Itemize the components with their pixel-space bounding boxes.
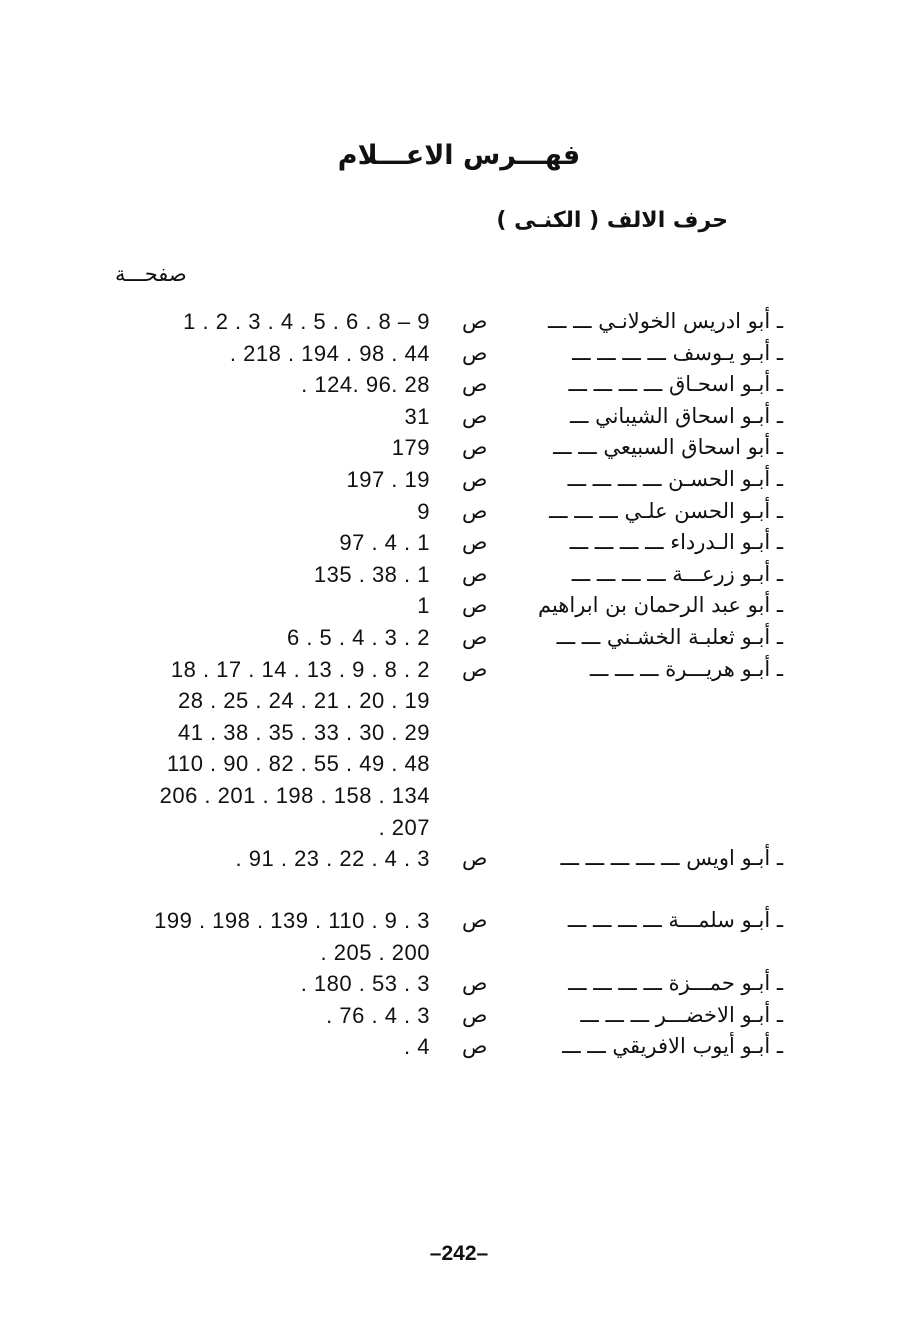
- entry-pages: . 207: [378, 814, 430, 840]
- page-abbrev: ص: [462, 466, 488, 491]
- entry-name: ـ أبـو زرعـــة ـــ ـــ ـــ ـــ: [571, 561, 783, 586]
- entry-pages: 28 . 25 . 24 . 21 . 20 . 19: [177, 688, 430, 714]
- index-entry: [0, 496, 918, 528]
- entry-pages: . 124. 96. 28: [301, 372, 430, 398]
- page-abbrev: ص: [462, 624, 488, 649]
- index-entry: [0, 1031, 918, 1063]
- page-abbrev: ص: [462, 561, 488, 586]
- entry-name: ـ أبو اسحاق السبيعي ـــ ـــ: [553, 435, 783, 460]
- entry-pages: 135 . 38 . 1: [313, 561, 430, 587]
- entry-name: ـ أبو عبد الرحمان بن ابراهيم: [537, 593, 783, 618]
- page-abbrev: ص: [462, 309, 488, 333]
- entry-pages: 18 . 17 . 14 . 13 . 9 . 8 . 2: [170, 656, 430, 682]
- entry-pages: 1 . 2 . 3 . 4 . 5 . 6 . 8 – 9: [183, 309, 430, 334]
- entry-pages: 110 . 90 . 82 . 55 . 49 . 48: [166, 751, 430, 777]
- page-abbrev: ص: [462, 971, 488, 996]
- page-abbrev: ص: [462, 846, 488, 871]
- page-abbrev: ص: [462, 1034, 488, 1059]
- index-entry-continuation: [0, 748, 918, 780]
- entry-pages: . 76 . 4 . 3: [326, 1002, 430, 1028]
- index-entry: [0, 590, 918, 622]
- entry-name: ـ أبو ادريس الخولانـي ـــ ـــ: [547, 309, 783, 333]
- entry-pages: . 180 . 53 . 3: [300, 971, 430, 997]
- index-entry: [0, 527, 918, 559]
- index-entry: [0, 968, 918, 1000]
- entry-name: ـ أبـو ثعلبـة الخشـني ـــ ـــ: [556, 624, 783, 649]
- entry-pages: 1: [417, 593, 430, 619]
- index-entry-continuation: [0, 717, 918, 749]
- index-entry: [0, 401, 918, 433]
- index-entry: [0, 905, 918, 937]
- entry-pages: . 4: [404, 1034, 430, 1060]
- index-entry-continuation: [0, 937, 918, 969]
- index-entry-continuation: [0, 685, 918, 717]
- entry-pages: 9: [417, 498, 430, 524]
- entry-pages: 97 . 4 . 1: [339, 530, 430, 556]
- page-abbrev: ص: [462, 372, 488, 397]
- index-entries: [0, 306, 918, 1063]
- index-entry: [0, 1000, 918, 1032]
- entry-name: ـ أبـو اسحاق الشيباني ـــ: [569, 403, 783, 428]
- page-abbrev: ص: [462, 403, 488, 428]
- entry-name: ـ أبـو سلمـــة ـــ ـــ ـــ ـــ: [567, 907, 783, 932]
- entry-pages: 179: [391, 435, 430, 461]
- page-abbrev: ص: [462, 435, 488, 460]
- page-abbrev: ص: [462, 593, 488, 618]
- page-abbrev: ص: [462, 530, 488, 555]
- entry-pages: 6 . 5 . 4 . 3 . 2: [286, 624, 430, 650]
- page-abbrev: ص: [462, 907, 488, 932]
- entry-name: ـ أبـو الحسن علـي ـــ ـــ ـــ: [549, 498, 783, 523]
- entry-pages: . 218 . 194 . 98 . 44: [229, 340, 430, 366]
- entry-name: ـ أبـو حمـــزة ـــ ـــ ـــ ـــ: [568, 971, 783, 996]
- index-entry: [0, 559, 918, 591]
- page-number: –242–: [429, 1242, 489, 1265]
- entry-pages: 31: [404, 403, 430, 429]
- entry-name: ـ أبـو اسحـاق ـــ ـــ ـــ ـــ: [568, 372, 783, 397]
- page-abbrev: ص: [462, 656, 488, 681]
- entry-pages: . 205 . 200: [320, 939, 430, 965]
- entry-name: ـ أبـو الحسـن ـــ ـــ ـــ ـــ: [567, 466, 783, 491]
- entry-pages: 206 . 201 . 198 . 158 . 134: [159, 782, 430, 808]
- page-title: فهـــرس الاعـــلام: [337, 140, 581, 171]
- index-entry: [0, 622, 918, 654]
- page-abbrev: ص: [462, 1002, 488, 1027]
- page-abbrev: ص: [462, 498, 488, 523]
- index-entry-continuation: [0, 780, 918, 812]
- entry-name: ـ أبـو أيوب الافريقي ـــ ـــ: [562, 1034, 783, 1059]
- entry-name: ـ أبـو اويس ـــ ـــ ـــ ـــ ـــ: [560, 846, 783, 871]
- entry-name: ـ أبـو هريـــرة ـــ ـــ ـــ: [589, 656, 783, 681]
- index-entry: [0, 338, 918, 370]
- entry-pages: 41 . 38 . 35 . 33 . 30 . 29: [177, 719, 430, 745]
- index-entry: [0, 306, 918, 338]
- entry-name: ـ أبـو الاخضـــر ـــ ـــ ـــ: [580, 1002, 783, 1027]
- entry-pages: 199 . 198 . 139 . 110 . 9 . 3: [154, 907, 430, 933]
- entry-pages: 197 . 19: [346, 466, 430, 492]
- index-entry: [0, 432, 918, 464]
- entry-name: ـ أبـو يـوسف ـــ ـــ ـــ ـــ: [572, 340, 783, 365]
- entry-name: ـ أبـو الـدرداء ـــ ـــ ـــ ـــ: [569, 530, 783, 555]
- index-entry: [0, 843, 918, 875]
- page-abbrev: ص: [462, 340, 488, 365]
- index-entry-continuation: [0, 812, 918, 844]
- entry-pages: . 91 . 23 . 22 . 4 . 3: [235, 846, 430, 872]
- index-entry: [0, 654, 918, 686]
- section-heading: حرف الالف ( الكنـى ): [496, 208, 728, 233]
- index-entry: [0, 464, 918, 496]
- index-entry: [0, 369, 918, 401]
- page-column-label: صفحـــة: [115, 262, 187, 286]
